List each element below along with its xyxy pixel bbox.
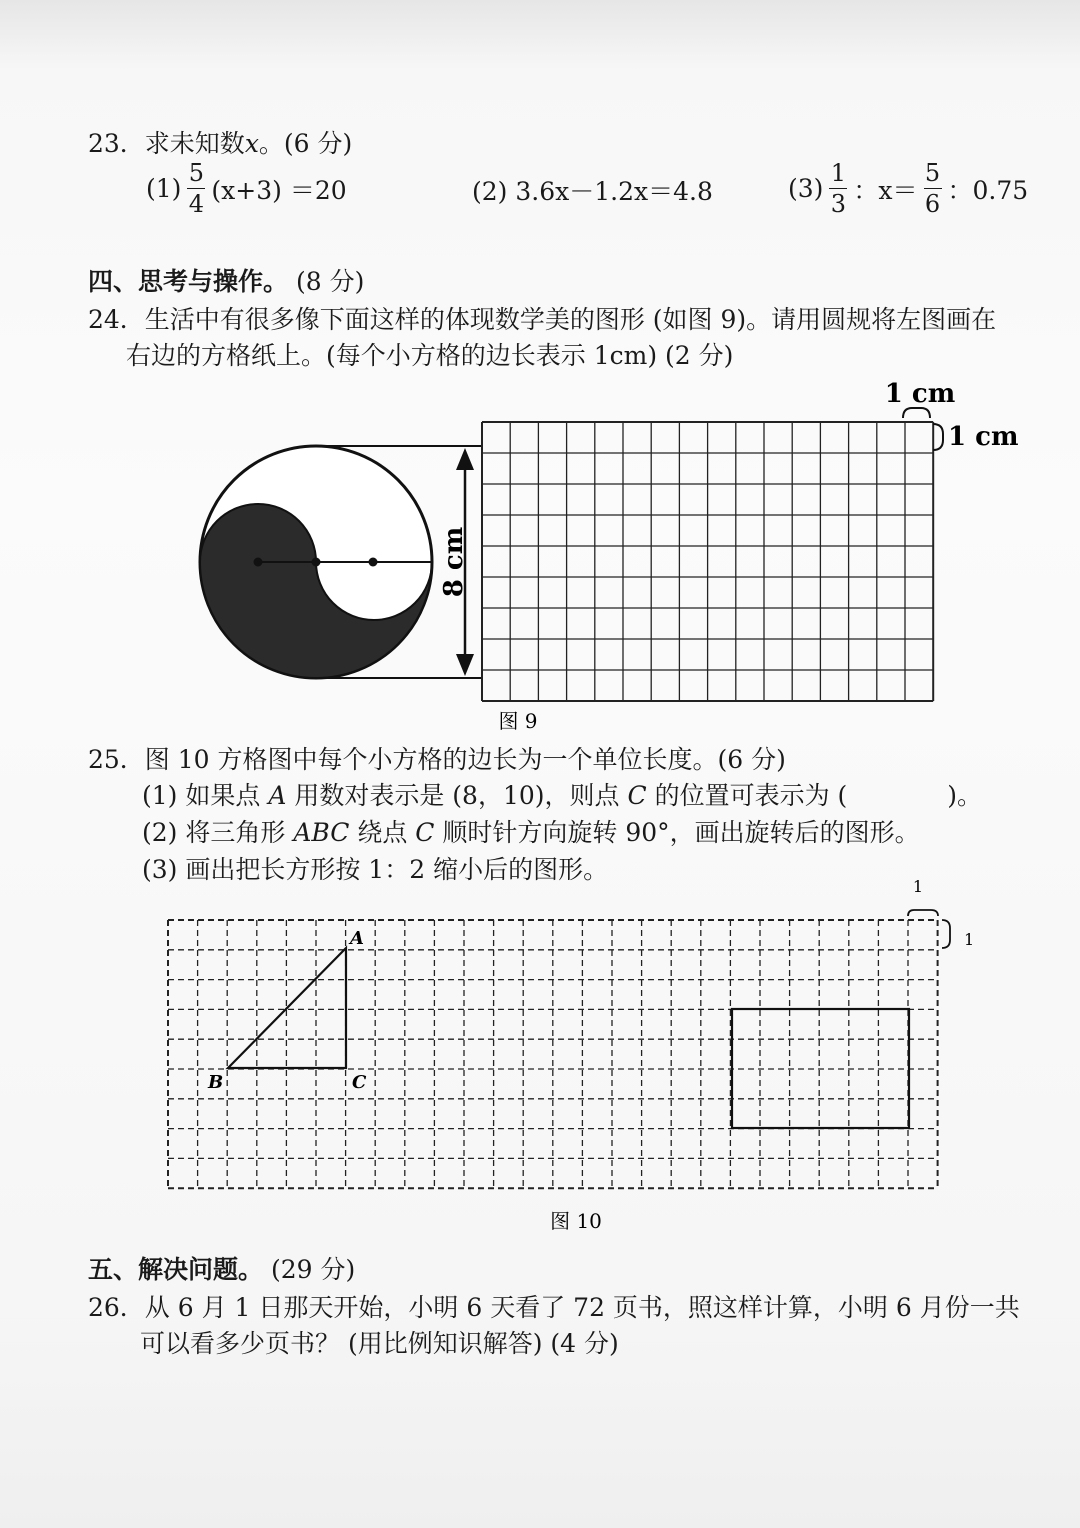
fraction-numerator: 5 <box>188 159 205 187</box>
unit-brace-y <box>942 920 950 948</box>
q23-part2-expression: 3.6x－1.2x＝4.8 <box>515 177 713 206</box>
q25-part1-point-a: A <box>268 781 287 810</box>
q25-part2-pre: (2) 将三角形 <box>142 818 286 847</box>
section4-title: 四、思考与操作。 <box>88 267 289 296</box>
figure10-caption: 图 10 <box>550 1209 602 1233</box>
q23-title-var: x <box>244 129 259 158</box>
q24-line2: 右边的方格纸上。(每个小方格的边长表示 1cm) (2 分) <box>126 341 734 370</box>
q23-part3-tail: ：0.75 <box>947 175 1029 205</box>
fraction-denominator: 4 <box>188 190 205 218</box>
q23-part1-expression: (x+3) ＝20 <box>211 175 347 205</box>
q25-part3: (3) 画出把长方形按 1：2 缩小后的图形。 <box>142 855 609 884</box>
point-b-label: B <box>208 1072 224 1093</box>
fraction-denominator: 3 <box>830 190 847 218</box>
center-dot <box>254 558 263 567</box>
q23-part3-middle: ：x＝ <box>853 175 918 205</box>
unit-label-y: 1 <box>964 930 975 949</box>
q23-part3-label: (3) <box>788 174 824 203</box>
q25-part1 <box>142 776 982 812</box>
q23-part1-label: (1) <box>146 174 182 203</box>
center-dot <box>312 558 321 567</box>
point-a-label: A <box>350 928 364 949</box>
section5-heading <box>88 1250 355 1286</box>
q23-title-points: 。(6 分) <box>258 129 353 158</box>
figure10-grid <box>168 920 938 1188</box>
taiji-figure <box>200 446 432 678</box>
height-label: 8 cm <box>439 526 469 598</box>
q25-part2 <box>142 813 920 849</box>
fraction-denominator: 6 <box>924 190 941 218</box>
unit-brace-x <box>903 408 930 418</box>
q25-part1-mid: 用数对表示是 (8，10)，则点 <box>294 781 620 810</box>
section4-points: (8 分) <box>295 267 365 296</box>
fraction-numerator: 1 <box>830 159 847 187</box>
figure9-caption: 图 9 <box>498 709 538 733</box>
q23-title-text: 23．求未知数 <box>88 129 245 158</box>
q25-part1-post: 的位置可表示为 ( )。 <box>654 781 983 810</box>
q25-part2-point-c: C <box>415 818 435 847</box>
point-c-label: C <box>352 1072 367 1093</box>
q25-part2-mid: 绕点 <box>357 818 408 847</box>
unit-brace-y <box>933 424 943 450</box>
fraction-numerator: 5 <box>924 159 941 187</box>
q25-title: 25．图 10 方格图中每个小方格的边长为一个单位长度。(6 分) <box>88 745 786 774</box>
unit-label-y: 1 cm <box>948 422 1019 452</box>
figure9-grid <box>482 422 933 701</box>
unit-label-x: 1 cm <box>884 379 956 409</box>
section5-points: (29 分) <box>270 1255 356 1284</box>
q26-line2: 可以看多少页书？ (用比例知识解答) (4 分) <box>140 1329 619 1358</box>
q25-part1-point-c: C <box>627 781 647 810</box>
unit-brace-x <box>908 910 938 916</box>
center-dot <box>369 558 378 567</box>
q25-part2-abc: ABC <box>293 818 350 847</box>
q25-part2-post: 顺时针方向旋转 90°，画出旋转后的图形。 <box>442 818 920 847</box>
unit-label-x: 1 <box>912 877 924 896</box>
q26-line1: 26．从 6 月 1 日那天开始，小明 6 天看了 72 页书，照这样计算，小明 6 月份一共 <box>88 1293 1020 1322</box>
q24-line1: 24．生活中有很多像下面这样的体现数学美的图形 (如图 9)。请用圆规将左图画在 <box>88 305 997 334</box>
q23-part2-label: (2) <box>472 177 508 206</box>
section5-title: 五、解决问题。 <box>88 1255 264 1284</box>
q25-part1-pre: (1) 如果点 <box>142 781 261 810</box>
